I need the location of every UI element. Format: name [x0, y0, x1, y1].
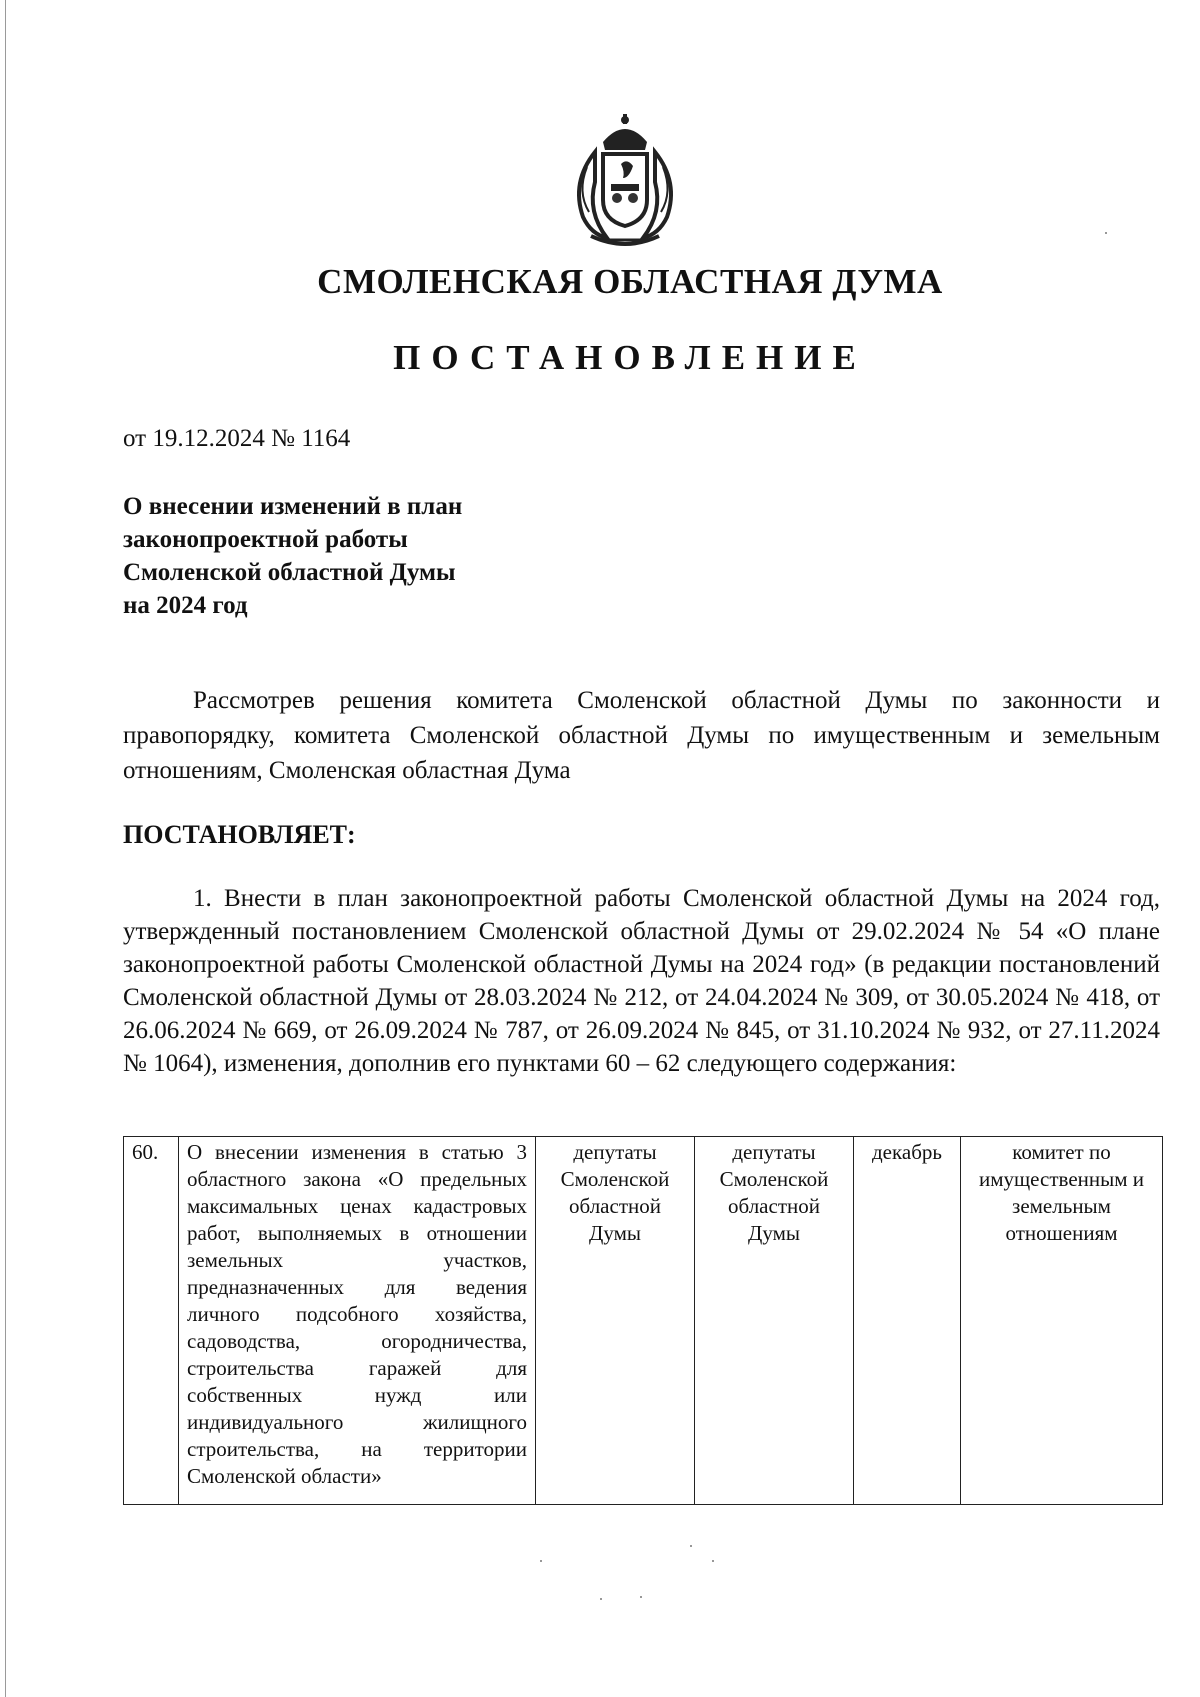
responsible-committee-cell: комитет по имущественным и земельным отношениям — [961, 1137, 1163, 1505]
scan-speck — [600, 1598, 602, 1600]
document-date-number: от 19.12.2024 № 1164 — [123, 425, 351, 452]
table-row — [124, 1137, 1163, 1505]
scan-speck — [1105, 232, 1107, 234]
scan-speck — [690, 1545, 692, 1547]
smolensk-coat-of-arms-icon — [565, 112, 685, 247]
bill-name-cell: О внесении изменения в статью 3 областного закона «О предельных максимальных ценах кадастровых работ, выполняемых в отношении земельных участков, предназначенных для ведения личного подсобного хозяйства, садоводства, огородничества, строительства гаражей для собственных нужд или индивидуального жилищного строительства, на территории Смоленской области» — [179, 1137, 536, 1505]
intro-paragraph: Рассмотрев решения комитета Смоленской областной Думы по законности и правопорядку, комитета Смоленской областной Думы по имущественным и земельным отношениям, Смоленская областная Дума — [123, 687, 1160, 784]
developer-cell: депутаты Смоленской областной Думы — [695, 1137, 854, 1505]
plan-table — [123, 1136, 1163, 1505]
item-1-paragraph: 1. Внести в план законопроектной работы Смоленской областной Думы на 2024 год, утвержденный постановлением Смоленской областной Думы от 29.02.2024 № 54 «О плане законопроектной работы Смоленской областной Думы на 2024 год» (в редакции постановлений Смоленской областной Думы от 28.03.2024 № 212, от 24.04.2024 № 309, от 30.05.2024 № 418, от 26.06.2024 № 669, от 26.09.2024 № 787, от 26.09.2024 № 845, от 31.10.2024 № 932, от 27.11.2024 № 1064), изменения, дополнив его пунктами 60 – 62 следующего содержания: — [123, 885, 1160, 1077]
initiator-cell: депутаты Смоленской областной Думы — [536, 1137, 695, 1505]
organization-title: СМОЛЕНСКАЯ ОБЛАСТНАЯ ДУМА — [317, 262, 943, 301]
decree-heading: ПОСТАНОВЛЯЕТ: — [123, 820, 356, 849]
row-number-cell: 60. — [124, 1137, 179, 1505]
scan-edge-line — [5, 0, 6, 1697]
document-type-heading: ПОСТАНОВЛЕНИЕ — [393, 338, 867, 377]
document-subject: О внесении изменений в план законопроектной работы Смоленской областной Думы на 2024 год — [123, 493, 463, 619]
scan-speck — [712, 1560, 714, 1562]
term-cell: декабрь — [854, 1137, 961, 1505]
scan-speck — [640, 1596, 642, 1598]
scan-speck — [540, 1560, 542, 1562]
